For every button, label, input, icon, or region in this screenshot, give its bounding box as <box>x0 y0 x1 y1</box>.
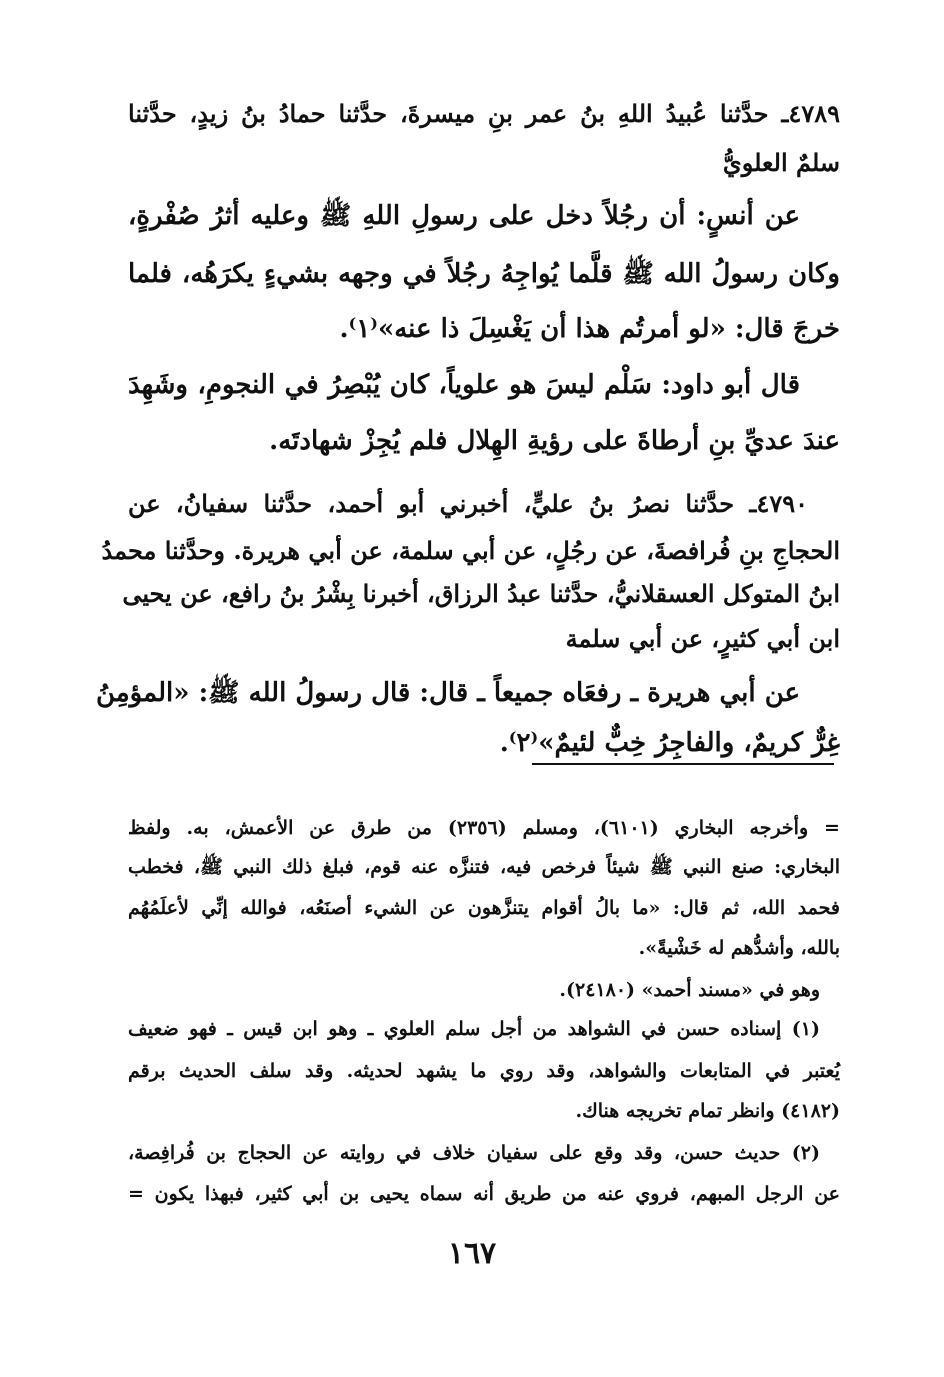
hadith-4789-matn-line-3: خرجَ قال: «لو أمرتُم هذا أن يَغْسِلَ ذا عنه»⁽١⁾. <box>339 314 840 344</box>
hadith-4790-matn-line-2: غِرٌّ كريمٌ، والفاجِرُ خِبٌّ لئيمٌ»⁽٢⁾. <box>499 728 840 758</box>
hadith-4790-isnad-line-2: الحجاجِ بنِ فُرافصةَ، عن رجُلٍ، عن أبي سلمة، عن أبي هريرة. وحدَّثنا محمدُ <box>101 536 840 565</box>
hadith-4789-matn-line-1: عن أنسٍ: أن رجُلاً دخل على رسولِ اللهِ ﷺ وعليه أثرُ صُفْرةٍ، <box>128 201 800 231</box>
hadith-4790-isnad-line-1: ٤٧٩٠ـ حدَّثنا نصرُ بنُ عليٍّ، أخبرني أبو أحمد، حدَّثنا سفيانُ، عن <box>128 489 808 518</box>
hadith-4790-isnad-line-3: ابنُ المتوكل العسقلانيُّ، حدَّثنا عبدُ الرزاق، أخبرنا بِشْرُ بنُ رافع، عن يحيى <box>122 579 840 608</box>
hadith-4790-matn-line-1: عن أبي هريرة ـ رفعَاه جميعاً ـ قال: قال رسولُ الله ﷺ: «المؤمِنُ <box>95 678 800 708</box>
footnote-line-10: عن الرجل المبهم، فروي عنه من طريق أنه سماه يحيى بن أبي كثير، فبهذا يكون = <box>128 1183 840 1205</box>
footnote-line-6: (١) إسناده حسن في الشواهد من أجل سلم العلوي ـ وهو ابن قيس ـ فهو ضعيف <box>128 1018 820 1040</box>
footnote-line-4: بالله، وأشدُّهم له خَشْيةً». <box>638 937 840 959</box>
footnote-line-8: (٤١٨٢) وانظر تمام تخريجه هناك. <box>575 1100 840 1122</box>
hadith-4789-matn-line-2: وكان رسولُ الله ﷺ قلَّما يُواجِهُ رجُلاً في وجهه بشيءٍ يكرَهُه، فلما <box>128 259 840 289</box>
footnote-separator <box>532 763 834 765</box>
footnote-line-2: البخاري: صنع النبي ﷺ شيئاً فرخص فيه، فتنزَّه عنه قوم، فبلغ ذلك النبي ﷺ، فخطب <box>128 856 840 878</box>
hadith-4789-isnad-line-2: سلمٌ العلويُّ <box>722 148 840 177</box>
footnote-line-1: = وأخرجه البخاري (٦١٠١)، ومسلم (٢٣٥٦) من طرق عن الأعمش، به. ولفظ <box>128 817 840 839</box>
abu-dawud-note-line-1: قال أبو داود: سَلْم ليسَ هو علوياً، كان يُبْصِرُ في النجومِ، وشَهِدَ <box>128 370 800 400</box>
footnote-line-3: فحمد الله، ثم قال: «ما بالُ أقوام يتنزَّهون عن الشيء أصنَعُه، فوالله إنِّي لأعلَمُهُم <box>128 897 840 919</box>
footnote-line-5: وهو في «مسند أحمد» (٢٤١٨٠). <box>559 979 820 1001</box>
page-number: ١٦٧ <box>447 1236 497 1271</box>
footnote-line-7: يُعتبر في المتابعات والشواهد، وقد روي ما يشهد لحديثه. وقد سلف الحديث برقم <box>128 1060 840 1082</box>
hadith-4790-isnad-line-4: ابن أبي كثيرٍ، عن أبي سلمة <box>565 624 840 653</box>
abu-dawud-note-line-2: عندَ عديِّ بنِ أرطاةَ على رؤيةِ الهِلال فلم يُجِزْ شهادتَه. <box>269 426 840 456</box>
hadith-4789-isnad-line-1: ٤٧٨٩ـ حدَّثنا عُبيدُ اللهِ بنُ عمر بنِ ميسرةَ، حدَّثنا حمادُ بنُ زيدٍ، حدَّثنا <box>128 99 840 128</box>
footnote-line-9: (٢) حديث حسن، وقد وقع على سفيان خلاف في روايته عن الحجاج بن فُرافِصة، <box>128 1142 820 1164</box>
